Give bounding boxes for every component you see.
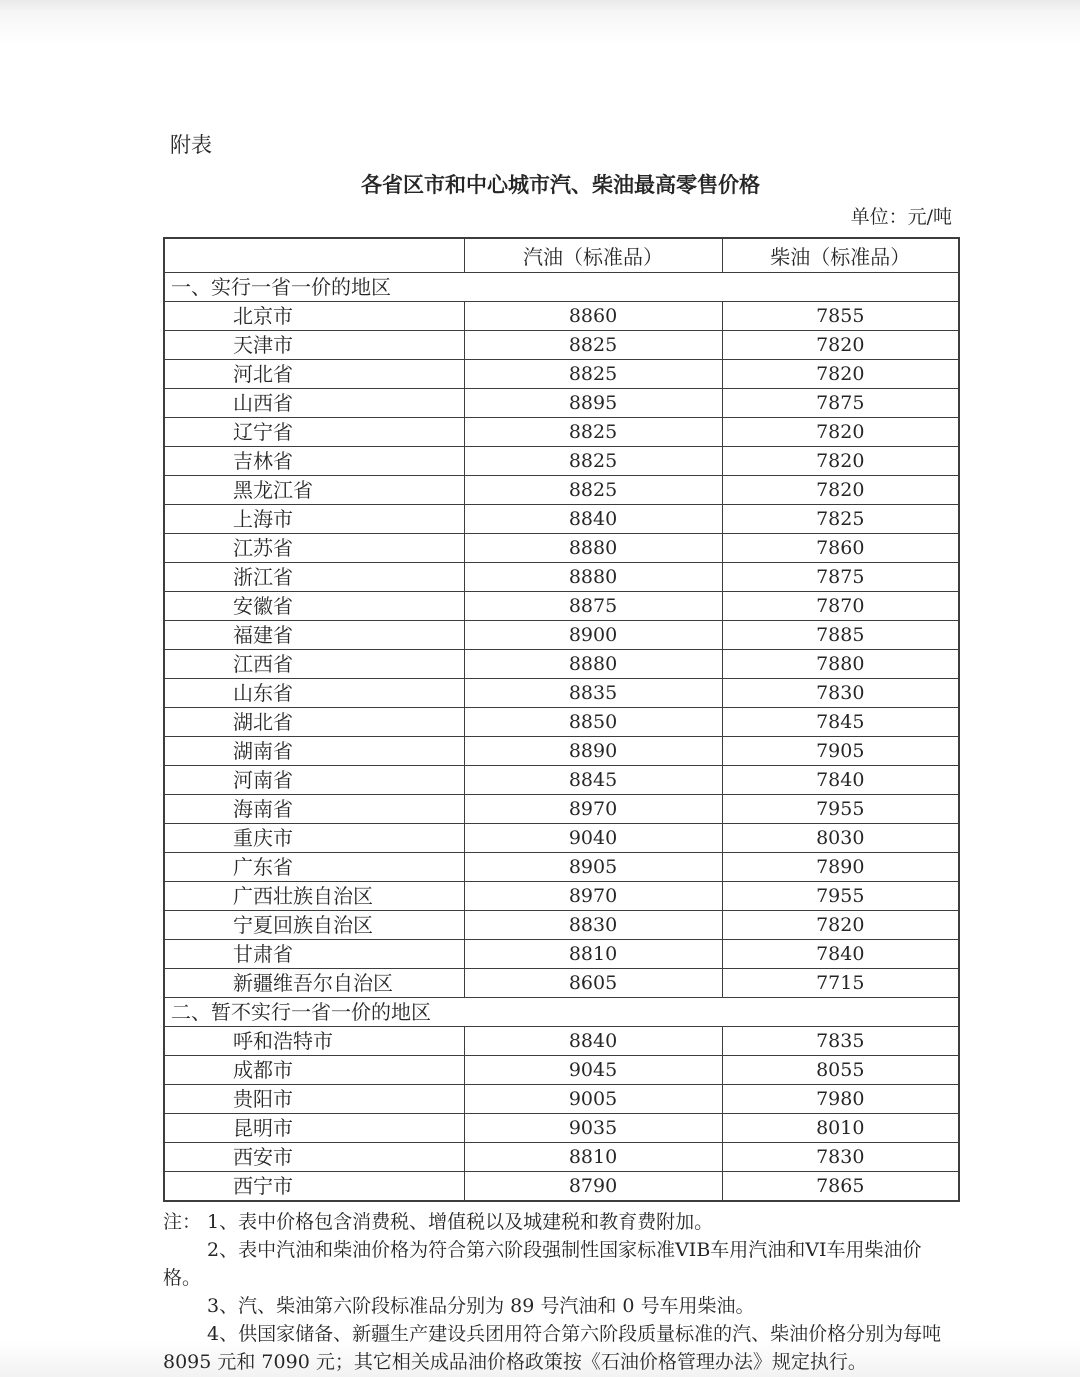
price-table	[163, 237, 960, 1202]
table-row	[164, 940, 959, 969]
region-cell: 山西省	[164, 389, 464, 418]
region-cell: 贵阳市	[164, 1085, 464, 1114]
table-row	[164, 1056, 959, 1085]
gasoline-price-cell: 8830	[464, 911, 722, 940]
gasoline-column-header: 汽油（标准品）	[464, 238, 722, 273]
gasoline-price-cell: 8825	[464, 331, 722, 360]
region-cell: 宁夏回族自治区	[164, 911, 464, 940]
table-row	[164, 1027, 959, 1056]
table-row	[164, 795, 959, 824]
document-content	[163, 170, 958, 1376]
gasoline-price-cell: 8860	[464, 302, 722, 331]
region-cell: 广西壮族自治区	[164, 882, 464, 911]
diesel-column-header: 柴油（标准品）	[722, 238, 959, 273]
table-row	[164, 331, 959, 360]
gasoline-price-cell: 9040	[464, 824, 722, 853]
region-cell: 吉林省	[164, 447, 464, 476]
gasoline-price-cell: 8825	[464, 447, 722, 476]
region-cell: 河南省	[164, 766, 464, 795]
gasoline-price-cell: 8790	[464, 1172, 722, 1202]
diesel-price-cell: 7840	[722, 940, 959, 969]
diesel-price-cell: 7820	[722, 418, 959, 447]
table-row	[164, 737, 959, 766]
gasoline-price-cell: 8900	[464, 621, 722, 650]
diesel-price-cell: 7860	[722, 534, 959, 563]
table-row	[164, 766, 959, 795]
table-row	[164, 1143, 959, 1172]
table-row	[164, 563, 959, 592]
region-cell: 成都市	[164, 1056, 464, 1085]
region-cell: 浙江省	[164, 563, 464, 592]
table-row	[164, 476, 959, 505]
diesel-price-cell: 7820	[722, 476, 959, 505]
gasoline-price-cell: 8840	[464, 505, 722, 534]
gasoline-price-cell: 8825	[464, 360, 722, 389]
gasoline-price-cell: 8875	[464, 592, 722, 621]
page-title: 各省区市和中心城市汽、柴油最高零售价格	[361, 172, 760, 197]
gasoline-price-cell: 8605	[464, 969, 722, 998]
gasoline-price-cell: 8840	[464, 1027, 722, 1056]
gasoline-price-cell: 8890	[464, 737, 722, 766]
table-row	[164, 650, 959, 679]
diesel-price-cell: 7885	[722, 621, 959, 650]
table-row	[164, 302, 959, 331]
table-row	[164, 969, 959, 998]
section-2-title: 二、暂不实行一省一价的地区	[164, 998, 959, 1027]
diesel-price-cell: 7880	[722, 650, 959, 679]
gasoline-price-cell: 8880	[464, 650, 722, 679]
diesel-price-cell: 7830	[722, 679, 959, 708]
region-cell: 上海市	[164, 505, 464, 534]
diesel-price-cell: 7865	[722, 1172, 959, 1202]
diesel-price-cell: 7955	[722, 795, 959, 824]
gasoline-price-cell: 8880	[464, 563, 722, 592]
region-cell: 海南省	[164, 795, 464, 824]
diesel-price-cell: 7905	[722, 737, 959, 766]
region-cell: 西安市	[164, 1143, 464, 1172]
region-column-header	[164, 238, 464, 273]
gasoline-price-cell: 8825	[464, 476, 722, 505]
diesel-price-cell: 7875	[722, 389, 959, 418]
diesel-price-cell: 7825	[722, 505, 959, 534]
gasoline-price-cell: 8810	[464, 1143, 722, 1172]
diesel-price-cell: 7830	[722, 1143, 959, 1172]
table-row	[164, 360, 959, 389]
table-row	[164, 1172, 959, 1202]
region-cell: 山东省	[164, 679, 464, 708]
region-cell: 安徽省	[164, 592, 464, 621]
note-item-2-continued: 格。	[163, 1267, 202, 1289]
gasoline-price-cell: 8825	[464, 418, 722, 447]
note-line-1	[163, 1208, 963, 1236]
table-row	[164, 1114, 959, 1143]
gasoline-price-cell: 8810	[464, 940, 722, 969]
table-row	[164, 621, 959, 650]
gasoline-price-cell: 8880	[464, 534, 722, 563]
note-item-1: 1、表中价格包含消费税、增值税以及城建税和教育费附加。	[207, 1211, 714, 1233]
appendix-label: 附表	[170, 133, 212, 157]
section-1-title: 一、实行一省一价的地区	[164, 273, 959, 302]
region-cell: 甘肃省	[164, 940, 464, 969]
diesel-price-cell: 8010	[722, 1114, 959, 1143]
gasoline-price-cell: 9005	[464, 1085, 722, 1114]
diesel-price-cell: 7890	[722, 853, 959, 882]
gasoline-price-cell: 8970	[464, 882, 722, 911]
diesel-price-cell: 7840	[722, 766, 959, 795]
diesel-price-cell: 7820	[722, 447, 959, 476]
gasoline-price-cell: 8850	[464, 708, 722, 737]
table-header-row	[164, 238, 959, 273]
diesel-price-cell: 7715	[722, 969, 959, 998]
table-row	[164, 534, 959, 563]
region-cell: 北京市	[164, 302, 464, 331]
unit-label: 单位：元/吨	[850, 206, 952, 228]
diesel-price-cell: 7955	[722, 882, 959, 911]
note-item-2: 2、表中汽油和柴油价格为符合第六阶段强制性国家标准VIB车用汽油和VI车用柴油价	[207, 1239, 922, 1261]
section-1-header-row	[164, 273, 959, 302]
footnotes	[163, 1208, 963, 1376]
table-row	[164, 592, 959, 621]
gasoline-price-cell: 9045	[464, 1056, 722, 1085]
region-cell: 福建省	[164, 621, 464, 650]
diesel-price-cell: 7855	[722, 302, 959, 331]
diesel-price-cell: 7835	[722, 1027, 959, 1056]
gasoline-price-cell: 9035	[464, 1114, 722, 1143]
region-cell: 黑龙江省	[164, 476, 464, 505]
region-cell: 天津市	[164, 331, 464, 360]
table-row	[164, 1085, 959, 1114]
notes-label: 注：	[163, 1211, 202, 1233]
region-cell: 呼和浩特市	[164, 1027, 464, 1056]
gasoline-price-cell: 8895	[464, 389, 722, 418]
table-row	[164, 389, 959, 418]
diesel-price-cell: 8055	[722, 1056, 959, 1085]
table-row	[164, 447, 959, 476]
note-item-3: 3、汽、柴油第六阶段标准品分别为 89 号汽油和 0 号车用柴油。	[207, 1295, 755, 1317]
diesel-price-cell: 8030	[722, 824, 959, 853]
diesel-price-cell: 7820	[722, 911, 959, 940]
region-cell: 重庆市	[164, 824, 464, 853]
diesel-price-cell: 7980	[722, 1085, 959, 1114]
region-cell: 江苏省	[164, 534, 464, 563]
region-cell: 西宁市	[164, 1172, 464, 1202]
region-cell: 辽宁省	[164, 418, 464, 447]
note-item-4: 4、供国家储备、新疆生产建设兵团用符合第六阶段质量标准的汽、柴油价格分别为每吨	[207, 1323, 942, 1345]
diesel-price-cell: 7845	[722, 708, 959, 737]
gasoline-price-cell: 8835	[464, 679, 722, 708]
table-row	[164, 679, 959, 708]
gasoline-price-cell: 8970	[464, 795, 722, 824]
diesel-price-cell: 7820	[722, 360, 959, 389]
table-row	[164, 505, 959, 534]
region-cell: 湖北省	[164, 708, 464, 737]
region-cell: 昆明市	[164, 1114, 464, 1143]
section-2-header-row	[164, 998, 959, 1027]
gasoline-price-cell: 8905	[464, 853, 722, 882]
table-row	[164, 882, 959, 911]
region-cell: 广东省	[164, 853, 464, 882]
table-row	[164, 853, 959, 882]
region-cell: 湖南省	[164, 737, 464, 766]
table-row	[164, 911, 959, 940]
region-cell: 江西省	[164, 650, 464, 679]
table-row	[164, 824, 959, 853]
note-item-4-continued: 8095 元和 7090 元；其它相关成品油价格政策按《石油价格管理办法》规定执行。	[163, 1351, 867, 1373]
region-cell: 新疆维吾尔自治区	[164, 969, 464, 998]
diesel-price-cell: 7820	[722, 331, 959, 360]
table-row	[164, 708, 959, 737]
table-row	[164, 418, 959, 447]
diesel-price-cell: 7875	[722, 563, 959, 592]
gasoline-price-cell: 8845	[464, 766, 722, 795]
region-cell: 河北省	[164, 360, 464, 389]
diesel-price-cell: 7870	[722, 592, 959, 621]
